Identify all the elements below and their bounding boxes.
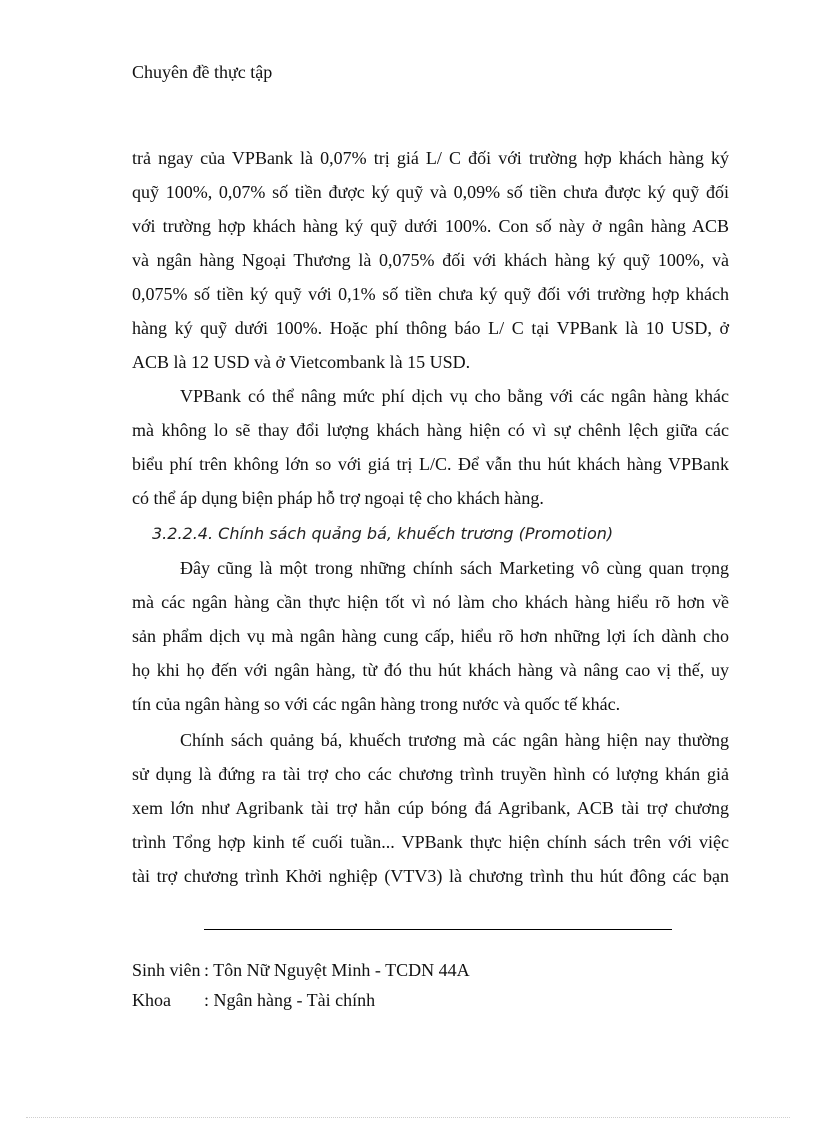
- paragraph-line: có thể áp dụng biện pháp hỗ trợ ngoại tệ cho khách hàng.: [132, 488, 544, 508]
- page-header-title: Chuyên đề thực tập: [132, 62, 273, 82]
- paragraph-line: mà không lo sẽ thay đổi lượng khách hàng hiện có vì sự chênh lệch giữa các: [132, 420, 729, 440]
- paragraph-line: xem lớn như Agribank tài trợ hẳn cúp bóng đá Agribank, ACB tài trợ chương: [132, 798, 729, 818]
- footer-student-row: [132, 958, 470, 982]
- paragraph-line: với trường hợp khách hàng ký quỹ dưới 100%. Con số này ở ngân hàng ACB: [132, 216, 729, 236]
- paragraph-line: tín của ngân hàng so với các ngân hàng trong nước và quốc tế khác.: [132, 694, 621, 714]
- paragraph-line: Đây cũng là một trong những chính sách Marketing vô cùng quan trọng: [180, 558, 729, 578]
- paragraph-line: ACB là 12 USD và ở Vietcombank là 15 USD.: [132, 352, 471, 372]
- footer-faculty-label: Khoa: [132, 990, 171, 1010]
- paragraph-line: quỹ 100%, 0,07% số tiền được ký quỹ và 0,09% số tiền chưa được ký quỹ đối: [132, 182, 729, 202]
- paragraph-line: sản phẩm dịch vụ mà ngân hàng cung cấp, hiểu rõ hơn những lợi ích dành cho: [132, 626, 729, 646]
- footer-divider: [204, 929, 672, 930]
- page-bottom-dotted-border: [26, 1117, 790, 1118]
- footer-student-value: : Tôn Nữ Nguyệt Minh - TCDN 44A: [204, 960, 470, 980]
- paragraph-line: sử dụng là đứng ra tài trợ cho các chương trình truyền hình có lượng khán giả: [132, 764, 729, 784]
- paragraph-line: trình Tổng hợp kinh tế cuối tuần... VPBank thực hiện chính sách trên với việc: [132, 832, 729, 852]
- paragraph-line: VPBank có thể nâng mức phí dịch vụ cho bằng với các ngân hàng khác: [180, 386, 729, 406]
- paragraph-line: Chính sách quảng bá, khuếch trương mà các ngân hàng hiện nay thường: [180, 730, 729, 750]
- paragraph-line: tài trợ chương trình Khởi nghiệp (VTV3) là chương trình thu hút đông các bạn: [132, 866, 729, 886]
- paragraph-line: và ngân hàng Ngoại Thương là 0,075% đối với khách hàng ký quỹ 100%, và: [132, 250, 729, 270]
- footer-faculty-value: : Ngân hàng - Tài chính: [204, 990, 376, 1010]
- paragraph-line: trả ngay của VPBank là 0,07% trị giá L/ C đối với trường hợp khách hàng ký: [132, 148, 729, 168]
- paragraph-line: mà các ngân hàng cần thực hiện tốt vì nó làm cho khách hàng hiểu rõ hơn về: [132, 592, 729, 612]
- paragraph-line: biểu phí trên không lớn so với giá trị L/C. Để vẫn thu hút khách hàng VPBank: [132, 454, 729, 474]
- paragraph-line: hàng ký quỹ dưới 100%. Hoặc phí thông báo L/ C tại VPBank là 10 USD, ở: [132, 318, 729, 338]
- section-heading: 3.2.2.4. Chính sách quảng bá, khuếch trương (Promotion): [152, 524, 614, 543]
- footer-faculty-row: [132, 988, 376, 1012]
- footer-student-label: Sinh viên: [132, 960, 201, 980]
- paragraph-line: 0,075% số tiền ký quỹ với 0,1% số tiền chưa ký quỹ đối với trường hợp khách: [132, 284, 729, 304]
- paragraph-line: họ khi họ đến với ngân hàng, từ đó thu hút khách hàng và nâng cao vị thế, uy: [132, 660, 729, 680]
